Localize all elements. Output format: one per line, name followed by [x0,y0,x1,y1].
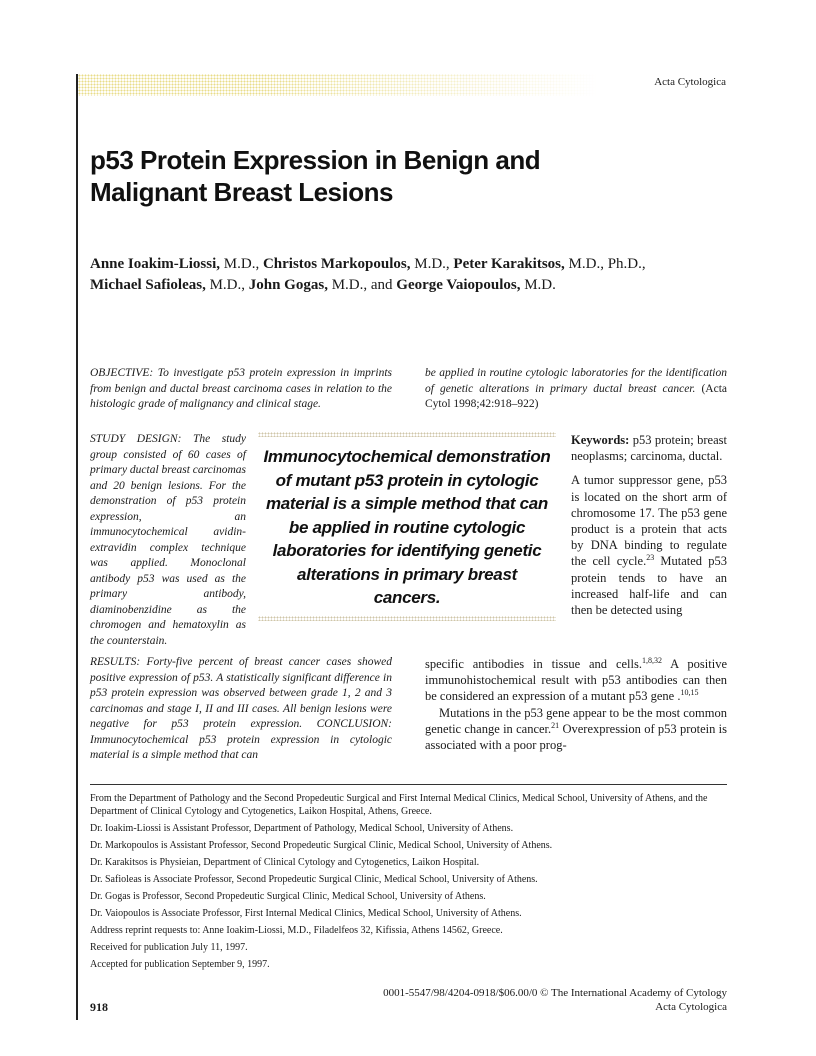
left-margin-rule [76,74,78,1020]
author-name: Peter Karakitsos, [453,256,565,272]
page-number: 918 [90,1000,108,1014]
title-line-1: p53 Protein Expression in Benign and [90,145,541,175]
footnote-divider [90,784,727,785]
footnote-author-3: Dr. Karakitsos is Physieian, Department of Clinical Cytology and Cytogenetics, Laikon Hospital. [90,857,480,868]
body-column-wide [425,656,727,753]
reference-marker: 1,8,32 [641,655,662,665]
body-column-narrow [571,432,727,626]
body-text-span: A tumor suppressor gene, p53 is located on the short arm of chromosome 17. The p53 gene product is a protein that acts by DNA binding to regulate the cell cycle. [571,473,727,569]
pull-quote-bottom-border [258,616,556,621]
author-list [90,254,740,296]
header-journal-name: Acta Cytologica [654,76,726,88]
footer-journal-name: Acta Cytologica [655,1001,727,1013]
footnote-author-5: Dr. Gogas is Professor, Second Propedeutic Surgical Clinic, Medical School, University of Athens. [90,891,486,902]
abstract-conclusion-end: be applied in routine cytologic laboratories for the identification of genetic alterations in primary ductal breast cancer. [425,367,727,395]
footnote-reprint-address: Address reprint requests to: Anne Ioakim-Liossi, M.D., Filadelfeos 32, Kifissia, Athens 14562, Greece. [90,925,503,936]
body-paragraph-1 [571,472,727,618]
author-name: Christos Markopoulos, [262,256,411,272]
author-degree: M.D., [220,256,263,272]
keywords-label: Keywords: [571,433,630,447]
author-name: Michael Safioleas, [90,277,206,293]
header-decorative-band [78,74,598,96]
pull-quote [258,432,556,640]
abstract-citation: (Acta Cytol 1998;42:918–922) [425,382,727,410]
author-name: George Vaiopoulos, [396,277,521,293]
author-degree: M.D., and [327,277,397,293]
author-degree: M.D., Ph.D., [564,256,646,272]
reference-marker: 10,15 [680,688,699,698]
abstract-conclusion: CONCLUSION: Immunocytochemical p53 protein expression in cytologic material is a simple method that can [90,718,392,761]
body-paragraph-1-continued [425,656,727,705]
author-degree: M.D., [410,256,454,272]
footnotes [90,792,730,975]
footnote-author-1: Dr. Ioakim-Liossi is Assistant Professor, Department of Pathology, Medical School, University of Athens. [90,823,514,834]
footnote-affiliation: From the Department of Pathology and the Second Propedeutic Surgical and First Internal Medical Clinics, Medical School, University of Athens, and the Department of Clinical Cytology and Cytogenetics, Laikon Hospital, Athens, Greece. [90,793,708,817]
body-paragraph-2 [425,705,727,754]
pull-quote-text: Immunocytochemical demonstration of mutant p53 protein in cytologic material is a simple method that can be applied in routine cytologic laboratories for identifying genetic alterations in primary breast cancers. [263,447,551,607]
keywords [571,432,727,464]
reference-marker: 23 [646,553,655,563]
abstract-conclusion-continued [425,366,727,413]
body-text-span: Mutated p53 protein tends to have an increased half-life and can then be detected using [571,554,727,618]
article-title [90,144,730,208]
footnote-accepted: Accepted for publication September 9, 1997. [90,959,270,970]
keywords-text: p53 protein; breast neoplasms; carcinoma, ductal. [571,433,727,464]
abstract-results: RESULTS: Forty-five percent of breast cancer cases showed positive expression of p53. A statistically significant difference in p53 protein expression was observed between grade 1, 2 and 3 carcinomas and stage I, II and III cases. All benign lesions were negative for p53 protein expression. [90,656,392,730]
abstract-results-conclusion [90,655,392,764]
footnote-author-4: Dr. Safioleas is Associate Professor, Second Propedeutic Surgical Clinic, Medical School, University of Athens. [90,874,538,885]
author-degree: M.D. [520,277,556,293]
reference-marker: 21 [551,720,560,730]
body-text-span: Overexpression of p53 protein is associated with a poor prog- [425,721,728,753]
abstract-study-design: STUDY DESIGN: The study group consisted of 60 cases of primary ductal breast carcinomas and 20 benign lesions. For the demonstration of p53 protein expression, an immunocytochemical avidin-extravidin complex technique was applied. Monoclonal antibody p53 was used as the primary antibody, diaminobenzidine as the chromogen and hematoxylin as the counterstain. [90,433,246,647]
abstract-objective: OBJECTIVE: To investigate p53 protein expression in imprints from benign and ductal breast carcinoma cases in relation to the histologic grade of malignancy and clinical stage. [90,367,392,410]
copyright-line: 0001-5547/98/4204-0918/$06.00/0 © The International Academy of Cytology [383,987,727,999]
author-name: John Gogas, [248,277,328,293]
body-text-span: A positive immunohistochemical result with p53 antibodies can then be considered an expression of a mutant p53 gene . [425,657,727,704]
footnote-author-6: Dr. Vaiopoulos is Associate Professor, First Internal Medical Clinics, Medical School, University of Athens. [90,908,522,919]
footnote-author-2: Dr. Markopoulos is Assistant Professor, Second Propedeutic Surgical Clinic, Medical School, University of Athens. [90,840,553,851]
author-degree: M.D., [205,277,249,293]
footnote-received: Received for publication July 11, 1997. [90,942,248,953]
author-name: Anne Ioakim-Liossi, [90,256,221,272]
body-text-span: specific antibodies in tissue and cells. [425,657,642,671]
body-text-span: Mutations in the p53 gene appear to be the most common genetic change in cancer. [425,705,727,736]
title-line-2: Malignant Breast Lesions [90,177,393,207]
